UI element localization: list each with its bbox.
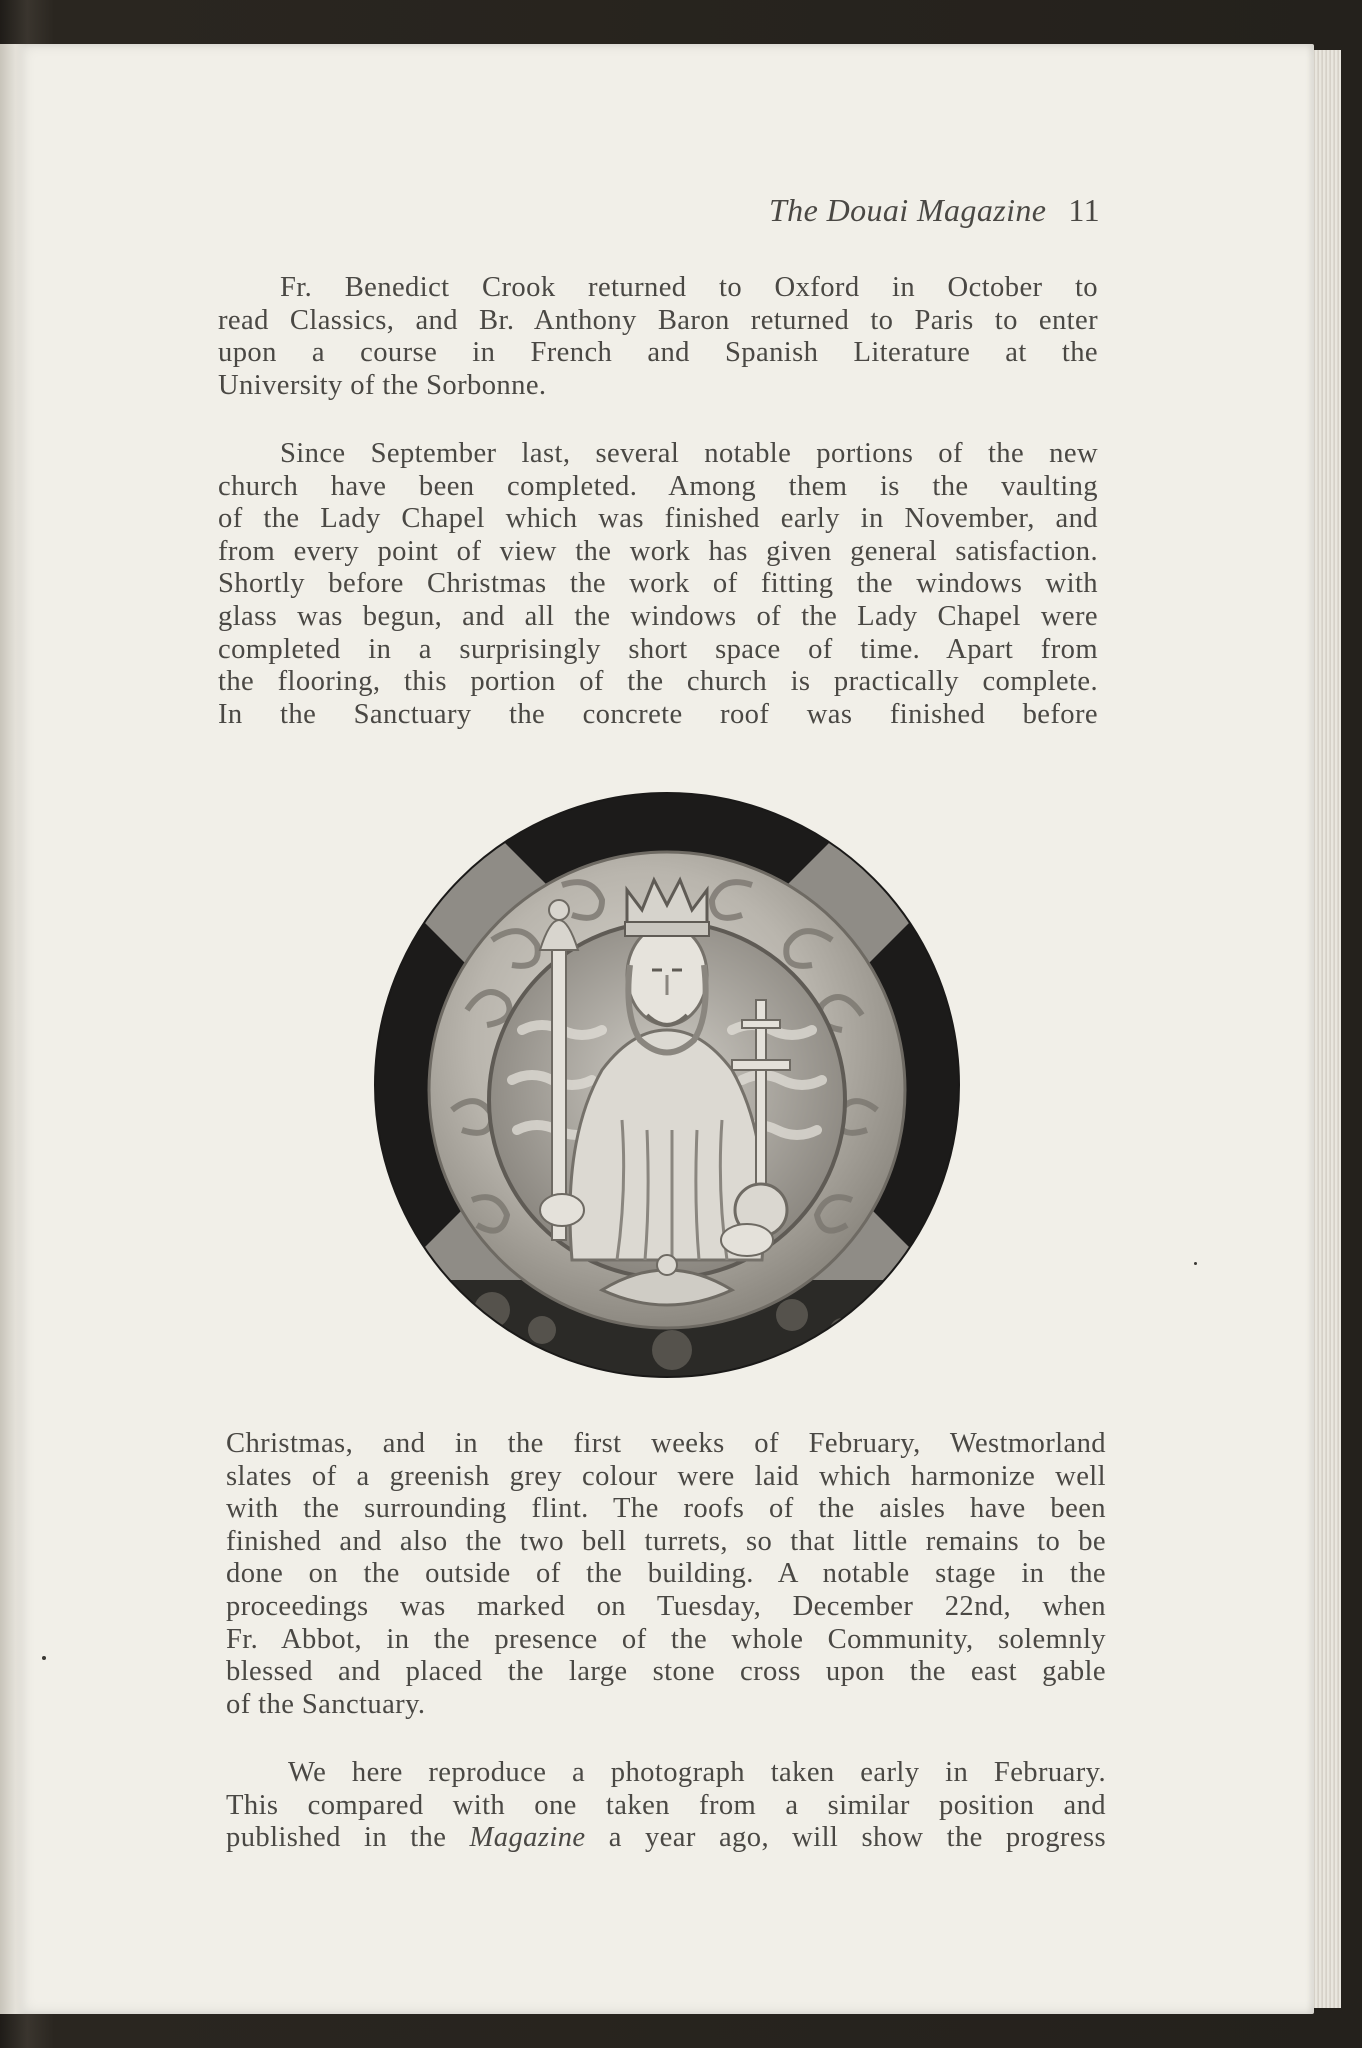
text-line: finished and also the two bell turrets, so that little remains to be [226, 1525, 1106, 1557]
text-line: Fr. Abbot, in the presence of the whole Community, solemnly [226, 1623, 1106, 1655]
running-head [700, 192, 1100, 229]
text-line: church have been completed. Among them is the vaulting [218, 470, 1098, 502]
text-line: This compared with one taken from a similar position and [226, 1789, 1106, 1821]
king-roundel-image [372, 790, 962, 1380]
text-line: of the Lady Chapel which was finished early in November, and [218, 503, 1098, 535]
text-run: a year ago, will show the progress [585, 1822, 1106, 1854]
text-line: upon a course in French and Spanish Literature at the [218, 337, 1098, 369]
text-line: Since September last, several notable portions of the new [280, 438, 1098, 469]
print-speck [1194, 1262, 1197, 1265]
text-line: In the Sanctuary the concrete roof was finished before [218, 698, 1098, 730]
text-line: Christmas, and in the first weeks of February, Westmorland [226, 1428, 1106, 1459]
text-line: of the Sanctuary. [226, 1688, 426, 1720]
paragraph-1 [218, 272, 1098, 402]
text-line: completed in a surprisingly short space of time. Apart from [218, 633, 1098, 665]
text-line: Fr. Benedict Crook returned to Oxford in October to [280, 272, 1098, 303]
roundel-photograph [372, 790, 962, 1380]
page-number: 11 [1068, 192, 1100, 228]
paragraph-4 [226, 1757, 1106, 1855]
text-line: slates of a greenish grey colour were laid which harmonize well [226, 1460, 1106, 1492]
text-line: the flooring, this portion of the church is practically complete. [218, 666, 1098, 698]
text-line: Shortly before Christmas the work of fitting the windows with [218, 568, 1098, 600]
magazine-title: The Douai Magazine [768, 192, 1047, 228]
text-line: University of the Sorbonne. [218, 369, 547, 401]
magazine-italic: Magazine [469, 1822, 586, 1854]
text-line: read Classics, and Br. Anthony Baron returned to Paris to enter [218, 304, 1098, 336]
text-line: from every point of view the work has given general satisfaction. [218, 535, 1098, 567]
paragraph-3 [226, 1428, 1106, 1721]
text-line: We here reproduce a photograph taken early in February. [288, 1757, 1106, 1788]
text-line: proceedings was marked on Tuesday, December 22nd, when [226, 1590, 1106, 1622]
text-line: blessed and placed the large stone cross upon the east gable [226, 1656, 1106, 1688]
gutter-shadow [0, 44, 26, 2014]
text-run: published in the [226, 1822, 470, 1854]
text-line: glass was begun, and all the windows of the Lady Chapel were [218, 600, 1098, 632]
text-line: done on the outside of the building. A notable stage in the [226, 1558, 1106, 1590]
print-speck [42, 1656, 46, 1660]
paragraph-2 [218, 438, 1098, 731]
text-line [226, 1822, 1106, 1855]
text-line: with the surrounding flint. The roofs of the aisles have been [226, 1493, 1106, 1525]
